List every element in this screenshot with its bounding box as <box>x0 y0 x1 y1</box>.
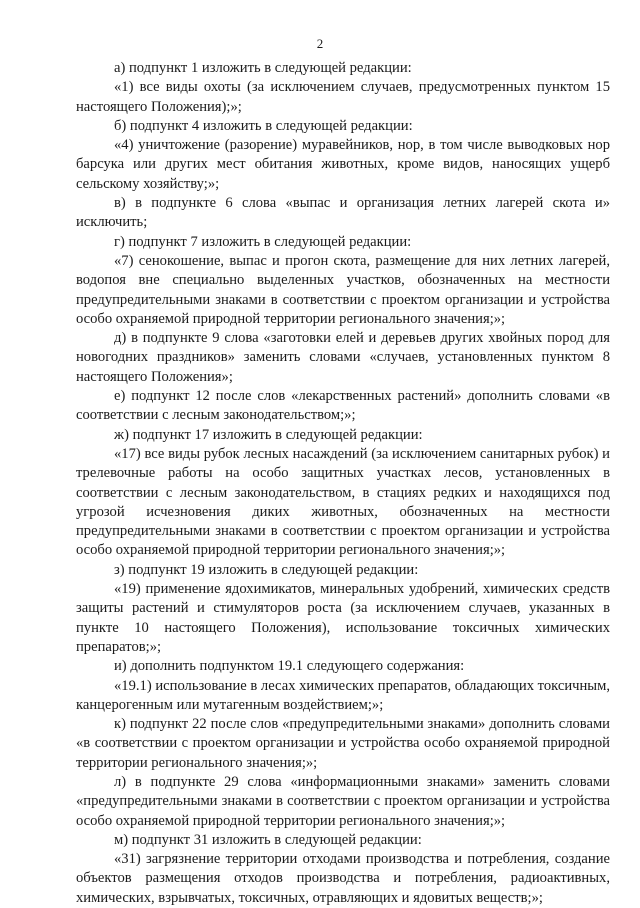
paragraph: д) в подпункте 9 слова «заготовки елей и деревьев других хвойных пород для новогодних праздников» заменить словами «случаев, установленных пунктом 8 настоящего Положения»; <box>76 330 610 385</box>
paragraph: б) подпункт 4 изложить в следующей редакции: <box>114 117 413 134</box>
paragraph: м) подпункт 31 изложить в следующей редакции: <box>114 831 422 848</box>
paragraph: «7) сенокошение, выпас и прогон скота, размещение для них летних лагерей, водопоя вне специально выделенных участков, обозначенных на местности предупредительными знаками в соответствии с проектом организации и устройства особо охраняемой природной территории регионального значения;»; <box>76 252 610 327</box>
paragraph: «19.1) использование в лесах химических препаратов, обладающих токсичным, канцерогенным или мутагенным воздействием;»; <box>76 677 610 713</box>
paragraph: «19) применение ядохимикатов, минеральных удобрений, химических средств защиты растений и стимуляторов роста (за исключением случаев, указанных в пункте 10 настоящего Положения), использование токсичных химических препаратов;»; <box>76 581 610 655</box>
paragraph: в) в подпункте 6 слова «выпас и организация летних лагерей скота и» исключить; <box>76 195 610 231</box>
page-number: 2 <box>316 36 324 51</box>
paragraph: л) в подпункте 29 слова «информационными знаками» заменить словами «предупредительными знаками в соответствии с проектом организации и устройства особо охраняемой природной территории регионального значения;»; <box>76 773 610 829</box>
document-body <box>76 59 610 908</box>
paragraph: и) дополнить подпунктом 19.1 следующего содержания: <box>114 658 465 675</box>
paragraph: г) подпункт 7 изложить в следующей редакции: <box>114 233 412 250</box>
paragraph: «31) загрязнение территории отходами производства и потребления, создание объектов размещения отходов производства и потребления, радиоактивных, химических, взрывчатых, токсичных, отравляющих и ядовитых веществ;»; <box>76 851 610 906</box>
paragraph: з) подпункт 19 изложить в следующей редакции: <box>114 561 419 578</box>
paragraph: к) подпункт 22 после слов «предупредительными знаками» дополнить словами «в соответствии с проектом организации и устройства особо охраняемой природной территории регионального значения;»; <box>76 716 610 771</box>
paragraph: е) подпункт 12 после слов «лекарственных растений» дополнить словами «в соответствии с лесным законодательством;»; <box>76 388 610 424</box>
paragraph: «1) все виды охоты (за исключением случаев, предусмотренных пунктом 15 настоящего Положения);»; <box>76 79 610 115</box>
paragraph: «4) уничтожение (разорение) муравейников, нор, в том числе выводковых нор барсука или других мест обитания животных, кроме видов, наносящих ущерб сельскому хозяйству;»; <box>76 137 610 192</box>
paragraph: ж) подпункт 17 изложить в следующей редакции: <box>114 426 423 443</box>
paragraph: «17) все виды рубок лесных насаждений (за исключением санитарных рубок) и трелевочные работы на особо защитных участках лесов, установленных в соответствии с лесным законодательством, в стациях редких и находящихся под угрозой исчезновения диких животных, обозначенных на местности предупредительными знаками в соответствии с проектом организации и устройства особо охраняемой природной территории регионального значения;»; <box>76 445 610 559</box>
paragraph: а) подпункт 1 изложить в следующей редакции: <box>114 60 412 76</box>
